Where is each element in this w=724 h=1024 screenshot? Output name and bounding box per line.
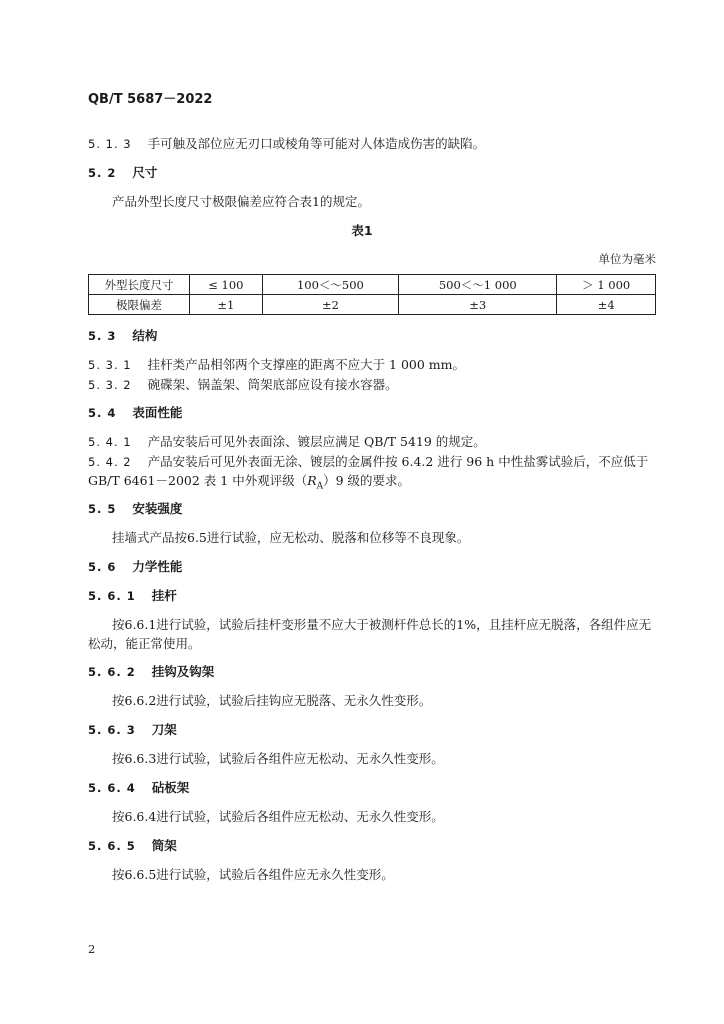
section-title: 尺寸 [132, 165, 158, 180]
section-number: 5. 2 [88, 166, 117, 180]
clause-5-3-2 [88, 375, 398, 393]
ra-symbol: R [307, 473, 317, 488]
section-5-5-heading [88, 499, 182, 517]
table-cell: ±1 [190, 295, 263, 315]
section-5-6-1-body-line-1: 按6.6.1进行试验，试验后挂杆变形量不应大于被测杆件总长的1%，且挂杆应无脱落，各组件应无 [112, 617, 652, 632]
section-5-6-4-heading [88, 778, 189, 796]
section-5-6-5-body: 按6.6.5进行试验，试验后各组件应无永久性变形。 [112, 867, 394, 882]
table-cell: ±3 [399, 295, 557, 315]
section-5-6-1-body-line-2: 松动，能正常使用。 [88, 636, 201, 651]
table-cell: ±4 [557, 295, 656, 315]
section-title: 安装强度 [132, 501, 183, 516]
clause-number: 5. 3. 1 [88, 358, 132, 372]
clause-text-line-2-pre: GB/T 6461－2002 表 1 中外观评级（ [88, 473, 308, 488]
section-number: 5. 3 [88, 329, 117, 343]
clause-text: 产品安装后可见外表面涂、镀层应满足 QB/T 5419 的规定。 [147, 434, 486, 449]
clause-5-3-1 [88, 355, 465, 373]
clause-number: 5. 4. 1 [88, 435, 132, 449]
table-cell: ±2 [262, 295, 398, 315]
section-5-6-heading [88, 557, 182, 575]
section-number: 5. 6. 5 [88, 839, 136, 853]
standard-code-header: QB/T 5687－2022 [88, 92, 213, 107]
section-5-6-2-heading [88, 662, 214, 680]
clause-5-4-1 [88, 432, 486, 450]
table-cell: 极限偏差 [89, 295, 190, 315]
page-number: 2 [88, 942, 96, 956]
section-5-6-3-body: 按6.6.3进行试验，试验后各组件应无松动、无永久性变形。 [112, 751, 444, 766]
section-number: 5. 4 [88, 406, 117, 420]
section-number: 5. 6 [88, 560, 117, 574]
clause-5-4-2-cont [88, 471, 410, 492]
table-cell: 100＜～500 [262, 275, 398, 295]
table-1 [88, 274, 656, 315]
section-number: 5. 6. 2 [88, 665, 136, 679]
section-number: 5. 6. 3 [88, 723, 136, 737]
section-title: 挂杆 [151, 588, 177, 603]
clause-text: 手可触及部位应无刃口或棱角等可能对人体造成伤害的缺陷。 [147, 136, 486, 151]
section-number: 5. 6. 4 [88, 781, 136, 795]
section-number: 5. 5 [88, 502, 117, 516]
clause-number: 5. 4. 2 [88, 455, 132, 469]
section-title: 力学性能 [132, 559, 183, 574]
section-5-6-3-heading [88, 720, 177, 738]
clause-number: 5. 3. 2 [88, 378, 132, 392]
clause-text: 碗碟架、锅盖架、筒架底部应设有接水容器。 [147, 377, 398, 392]
table-cell: ＞ 1 000 [557, 275, 656, 295]
table-row [89, 275, 656, 295]
ra-subscript: A [316, 481, 324, 492]
section-5-6-2-body: 按6.6.2进行试验，试验后挂钩应无脱落、无永久性变形。 [112, 693, 432, 708]
section-title: 筒架 [151, 838, 177, 853]
table-unit: 单位为毫米 [598, 252, 656, 266]
section-5-5-body: 挂墙式产品按6.5进行试验，应无松动、脱落和位移等不良现象。 [112, 530, 470, 545]
section-5-6-4-body: 按6.6.4进行试验，试验后各组件应无松动、无永久性变形。 [112, 809, 444, 824]
table-cell: 500＜～1 000 [399, 275, 557, 295]
section-title: 挂钩及钩架 [151, 664, 215, 679]
section-title: 结构 [132, 328, 158, 343]
section-title: 砧板架 [151, 780, 190, 795]
table-cell: ≤ 100 [190, 275, 263, 295]
table-row [89, 295, 656, 315]
section-5-4-heading [88, 403, 182, 421]
section-5-3-heading [88, 326, 157, 344]
section-5-2-heading [88, 163, 157, 181]
section-5-6-5-heading [88, 836, 177, 854]
clause-number: 5. 1. 3 [88, 137, 132, 151]
clause-text-line-2-post: ）9 级的要求。 [323, 473, 411, 488]
clause-text-line-1: 产品安装后可见外表面无涂、镀层的金属件按 6.4.2 进行 96 h 中性盐雾试验后，不应低于 [147, 454, 649, 469]
section-title: 表面性能 [132, 405, 183, 420]
table-cell: 外型长度尺寸 [89, 275, 190, 295]
table-caption: 表1 [351, 223, 373, 238]
clause-5-1-3 [88, 134, 485, 152]
section-title: 刀架 [151, 722, 177, 737]
section-number: 5. 6. 1 [88, 589, 136, 603]
section-5-2-body: 产品外型长度尺寸极限偏差应符合表1的规定。 [112, 194, 370, 209]
clause-5-4-2 [88, 452, 648, 470]
clause-text: 挂杆类产品相邻两个支撑座的距离不应大于 1 000 mm。 [147, 357, 466, 372]
section-5-6-1-heading [88, 586, 177, 604]
